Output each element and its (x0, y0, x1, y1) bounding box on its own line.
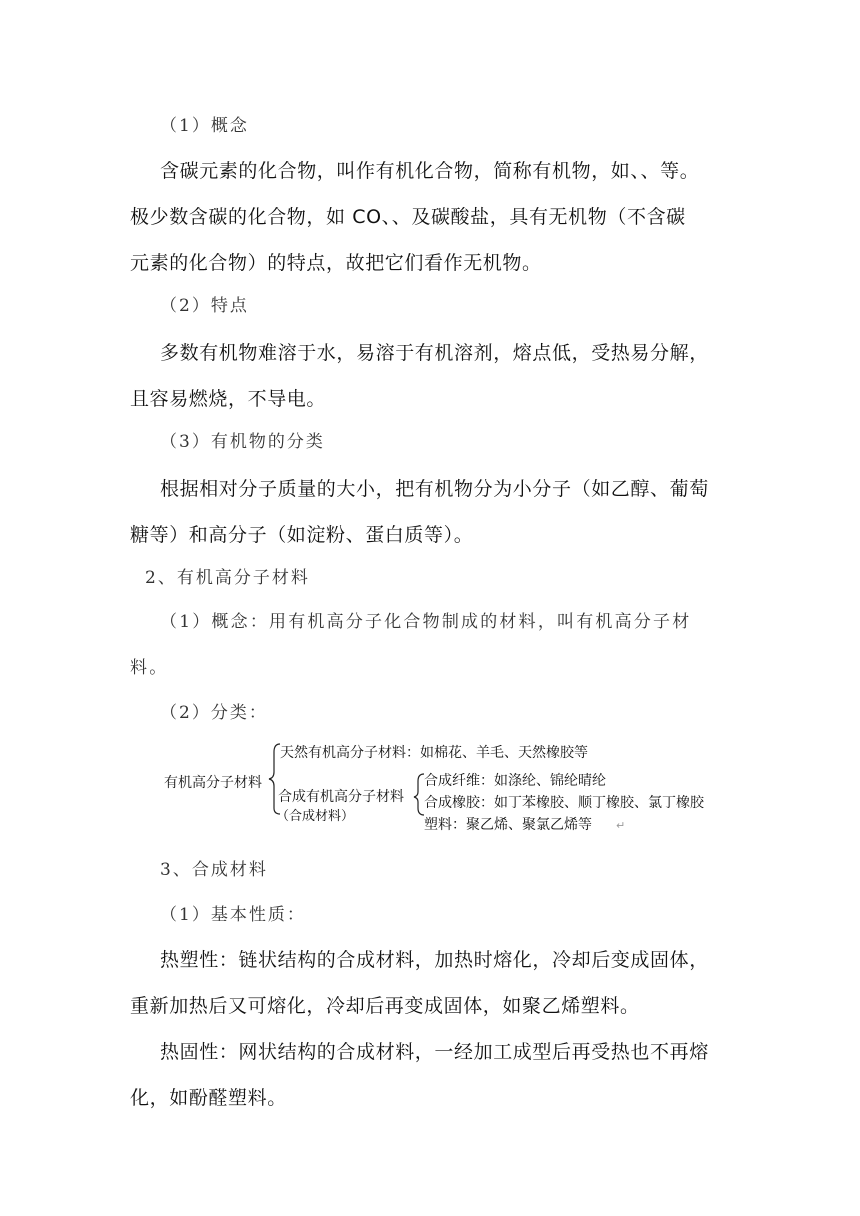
synthetic-brace (414, 774, 424, 815)
basic-properties-heading: （1）基本性质： (160, 905, 306, 925)
classify-heading: （3）有机物的分类 (160, 432, 325, 452)
classify-line-1: 根据相对分子质量的大小，把有机物分为小分子（如乙醇、葡萄 (160, 478, 709, 500)
diagram-fiber: 合成纤维：如涤纶、锦纶晴纶 (424, 773, 606, 789)
thermoplastic-line-2: 重新加热后又可熔化，冷却后再变成固体，如聚乙烯塑料。 (130, 995, 640, 1017)
concept-line-3: 元素的化合物）的特点，故把它们看作无机物。 (130, 252, 542, 274)
diagram-root: 有机高分子材料 (164, 775, 262, 791)
thermoset-line-2: 化，如酚醛塑料。 (130, 1087, 287, 1109)
diagram-rubber: 合成橡胶：如丁苯橡胶、顺丁橡胶、氯丁橡胶 (424, 795, 704, 811)
section3-heading: 3、合成材料 (160, 860, 268, 880)
feature-heading: （2）特点 (160, 296, 249, 316)
diagram-synthetic-note: （合成材料） (276, 809, 355, 824)
concept-heading: （1）概念 (160, 116, 249, 136)
section2-concept-line-2: 料。 (130, 658, 169, 678)
section2-heading: 2、有机高分子材料 (145, 568, 310, 588)
diagram-plastic: 塑料：聚乙烯、聚氯乙烯等 (424, 817, 592, 833)
section2-classify-heading: （2）分类： (160, 703, 268, 723)
thermoplastic-line-1: 热塑性：链状结构的合成材料，加热时熔化，冷却后变成固体， (160, 949, 709, 971)
feature-line-1: 多数有机物难溶于水，易溶于有机溶剂，熔点低，受热易分解， (160, 342, 709, 364)
classify-line-2: 糖等）和高分子（如淀粉、蛋白质等）。 (130, 524, 474, 546)
concept-line-2: 极少数含碳的化合物，如 CO、、及碳酸盐，具有无机物（不含碳 (130, 206, 686, 228)
feature-line-2: 且容易燃烧，不导电。 (130, 388, 327, 410)
diagram-natural: 天然有机高分子材料：如棉花、羊毛、天然橡胶等 (280, 745, 588, 761)
diagram-synthetic: 合成有机高分子材料 (278, 789, 404, 805)
concept-line-1: 含碳元素的化合物，叫作有机化合物，简称有机物，如、、等。 (160, 160, 700, 182)
thermoset-line-1: 热固性：网状结构的合成材料，一经加工成型后再受热也不再熔 (160, 1041, 709, 1063)
section2-concept-line-1: （1）概念：用有机高分子化合物制成的材料，叫有机高分子材 (160, 612, 692, 632)
classification-diagram (160, 738, 740, 833)
return-mark-icon: ↵ (616, 819, 626, 832)
